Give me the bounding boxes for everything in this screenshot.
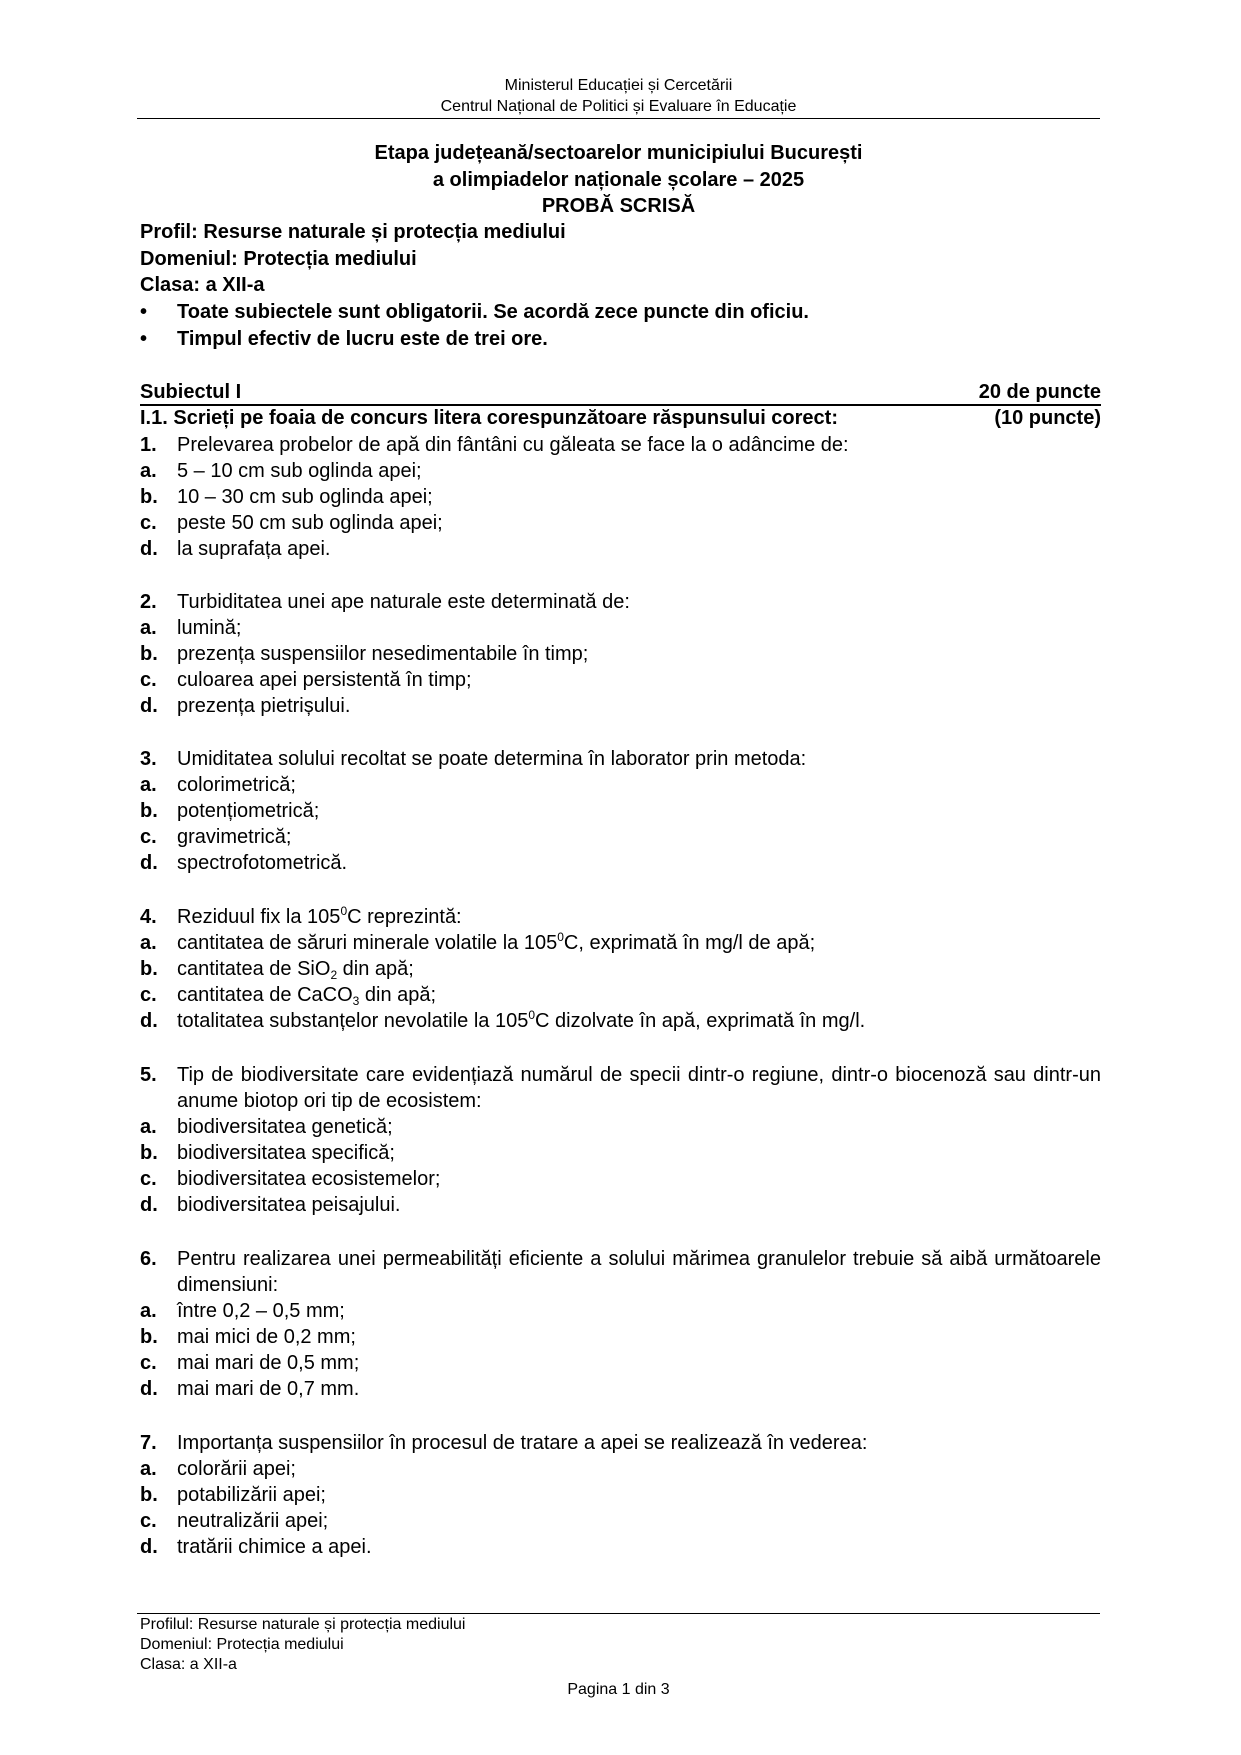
option-d: d. totalitatea substanțelor nevolatile la $105^0C$ dizolvate în apă, exprimată în mg/l. (140, 1008, 866, 1032)
question-text: 5. Tip de biodiversitate care evidențiază numărul de specii dintr-o regiune, dintr-o biocenoză sau dintr-un anume biotop ori tip de ecosistem: (140, 1064, 1101, 1112)
instruction-points: (10 puncte) (994, 407, 1101, 429)
option-d: d. biodiversitatea peisajului. (140, 1194, 401, 1216)
option-c: c. gravimetrică; (140, 826, 292, 848)
question-1 (140, 432, 1101, 562)
subject-title: Subiectul I (140, 381, 242, 403)
question-text: 4. Reziduul fix la $105^0C$ reprezintă: (140, 904, 462, 928)
option-a: a. între 0,2 – 0,5 mm; (140, 1300, 345, 1322)
option-a: a. lumină; (140, 617, 242, 639)
page-number: Pagina 1 din 3 (567, 1681, 670, 1698)
option-c: c. culoarea apei persistentă în timp; (140, 669, 472, 691)
option-d: d. prezența pietrișului. (140, 695, 351, 717)
option-b: b. cantitatea de SiO$_2$ din apă; (140, 958, 414, 982)
question-text: 6. Pentru realizarea unei permeabilități eficiente a solului mărimea granulelor trebuie să aibă următoarele dimensiuni: (140, 1248, 1101, 1296)
footer-domain: Domeniul: Protecția mediului (140, 1636, 344, 1653)
option-a: a. 5 – 10 cm sub oglinda apei; (140, 460, 422, 482)
option-a: a. colorimetrică; (140, 774, 296, 796)
exam-title-line2: a olimpiadelor naționale școlare – 2025 (432, 169, 805, 191)
option-c: c. peste 50 cm sub oglinda apei; (140, 512, 443, 534)
question-2 (140, 589, 1101, 719)
instruction-text: I.1. Scrieți pe foaia de concurs litera corespunzătoare răspunsului corect: (140, 407, 838, 429)
subject-points: 20 de puncte (978, 381, 1101, 403)
question-number: 4. (140, 906, 157, 928)
option-c: c. neutralizării apei; (140, 1510, 329, 1532)
footer-class: Clasa: a XII-a (140, 1656, 237, 1673)
question-number: 1. (140, 434, 157, 456)
option-b: b. potabilizării apei; (140, 1484, 326, 1506)
question-number: 5. (140, 1064, 157, 1086)
option-d: d. spectrofotometrică. (140, 852, 348, 874)
class-label: Clasa: a XII-a (140, 274, 265, 296)
ministry-name: Ministerul Educației și Cercetării (504, 77, 733, 94)
subject-header (140, 380, 1101, 406)
question-text: 2. Turbiditatea unei ape naturale este determinată de: (140, 591, 630, 613)
rule-text: Toate subiectele sunt obligatorii. Se acordă zece puncte din oficiu. (177, 301, 809, 323)
question-7 (140, 1430, 1101, 1560)
question-number: 6. (140, 1248, 157, 1270)
option-a: a. colorării apei; (140, 1458, 296, 1480)
question-6 (140, 1246, 1101, 1402)
exam-title-line1: Etapa județeană/sectoarelor municipiului București (374, 142, 863, 164)
option-d: d. mai mari de 0,7 mm. (140, 1378, 360, 1400)
option-b: b. prezența suspensiilor nesedimentabile în timp; (140, 643, 589, 665)
option-c: c. biodiversitatea ecosistemelor; (140, 1168, 441, 1190)
option-c: c. mai mari de 0,5 mm; (140, 1352, 360, 1374)
exam-title-line3: PROBĂ SCRISĂ (541, 195, 696, 217)
domain-label: Domeniul: Protecția mediului (140, 248, 417, 270)
option-c: c. cantitatea de CaCO$_3$ din apă; (140, 984, 437, 1008)
option-b: b. 10 – 30 cm sub oglinda apei; (140, 486, 433, 508)
option-d: d. tratării chimice a apei. (140, 1536, 372, 1558)
option-d: d. la suprafața apei. (140, 538, 331, 560)
question-text: 7. Importanța suspensiilor în procesul de tratare a apei se realizează în vederea: (140, 1432, 868, 1454)
question-text: 3. Umiditatea solului recoltat se poate determina în laborator prin metoda: (140, 748, 807, 770)
question-4 (140, 904, 1101, 1034)
option-b: b. biodiversitatea specifică; (140, 1142, 395, 1164)
header-divider (137, 118, 1100, 119)
option-a: a. cantitatea de săruri minerale volatile la $105^0C$, exprimată în mg/l de apă; (140, 930, 816, 954)
bullet-icon: • (140, 301, 148, 323)
question-number: 2. (140, 591, 157, 613)
footer-profile: Profilul: Resurse naturale și protecția mediului (140, 1616, 466, 1633)
bullet-icon: • (140, 328, 148, 350)
rule-text: Timpul efectiv de lucru este de trei ore. (177, 328, 548, 350)
question-3 (140, 746, 1101, 876)
option-a: a. biodiversitatea genetică; (140, 1116, 393, 1138)
profile-label: Profil: Resurse naturale și protecția mediului (140, 221, 566, 243)
question-number: 7. (140, 1432, 157, 1454)
question-5 (140, 1062, 1101, 1218)
footer-divider (137, 1613, 1100, 1614)
option-b: b. mai mici de 0,2 mm; (140, 1326, 356, 1348)
center-name: Centrul Național de Politici și Evaluare în Educație (440, 98, 797, 115)
question-number: 3. (140, 748, 157, 770)
option-b: b. potențiometrică; (140, 800, 320, 822)
question-text: 1. Prelevarea probelor de apă din fântâni cu găleata se face la o adâncime de: (140, 434, 849, 456)
